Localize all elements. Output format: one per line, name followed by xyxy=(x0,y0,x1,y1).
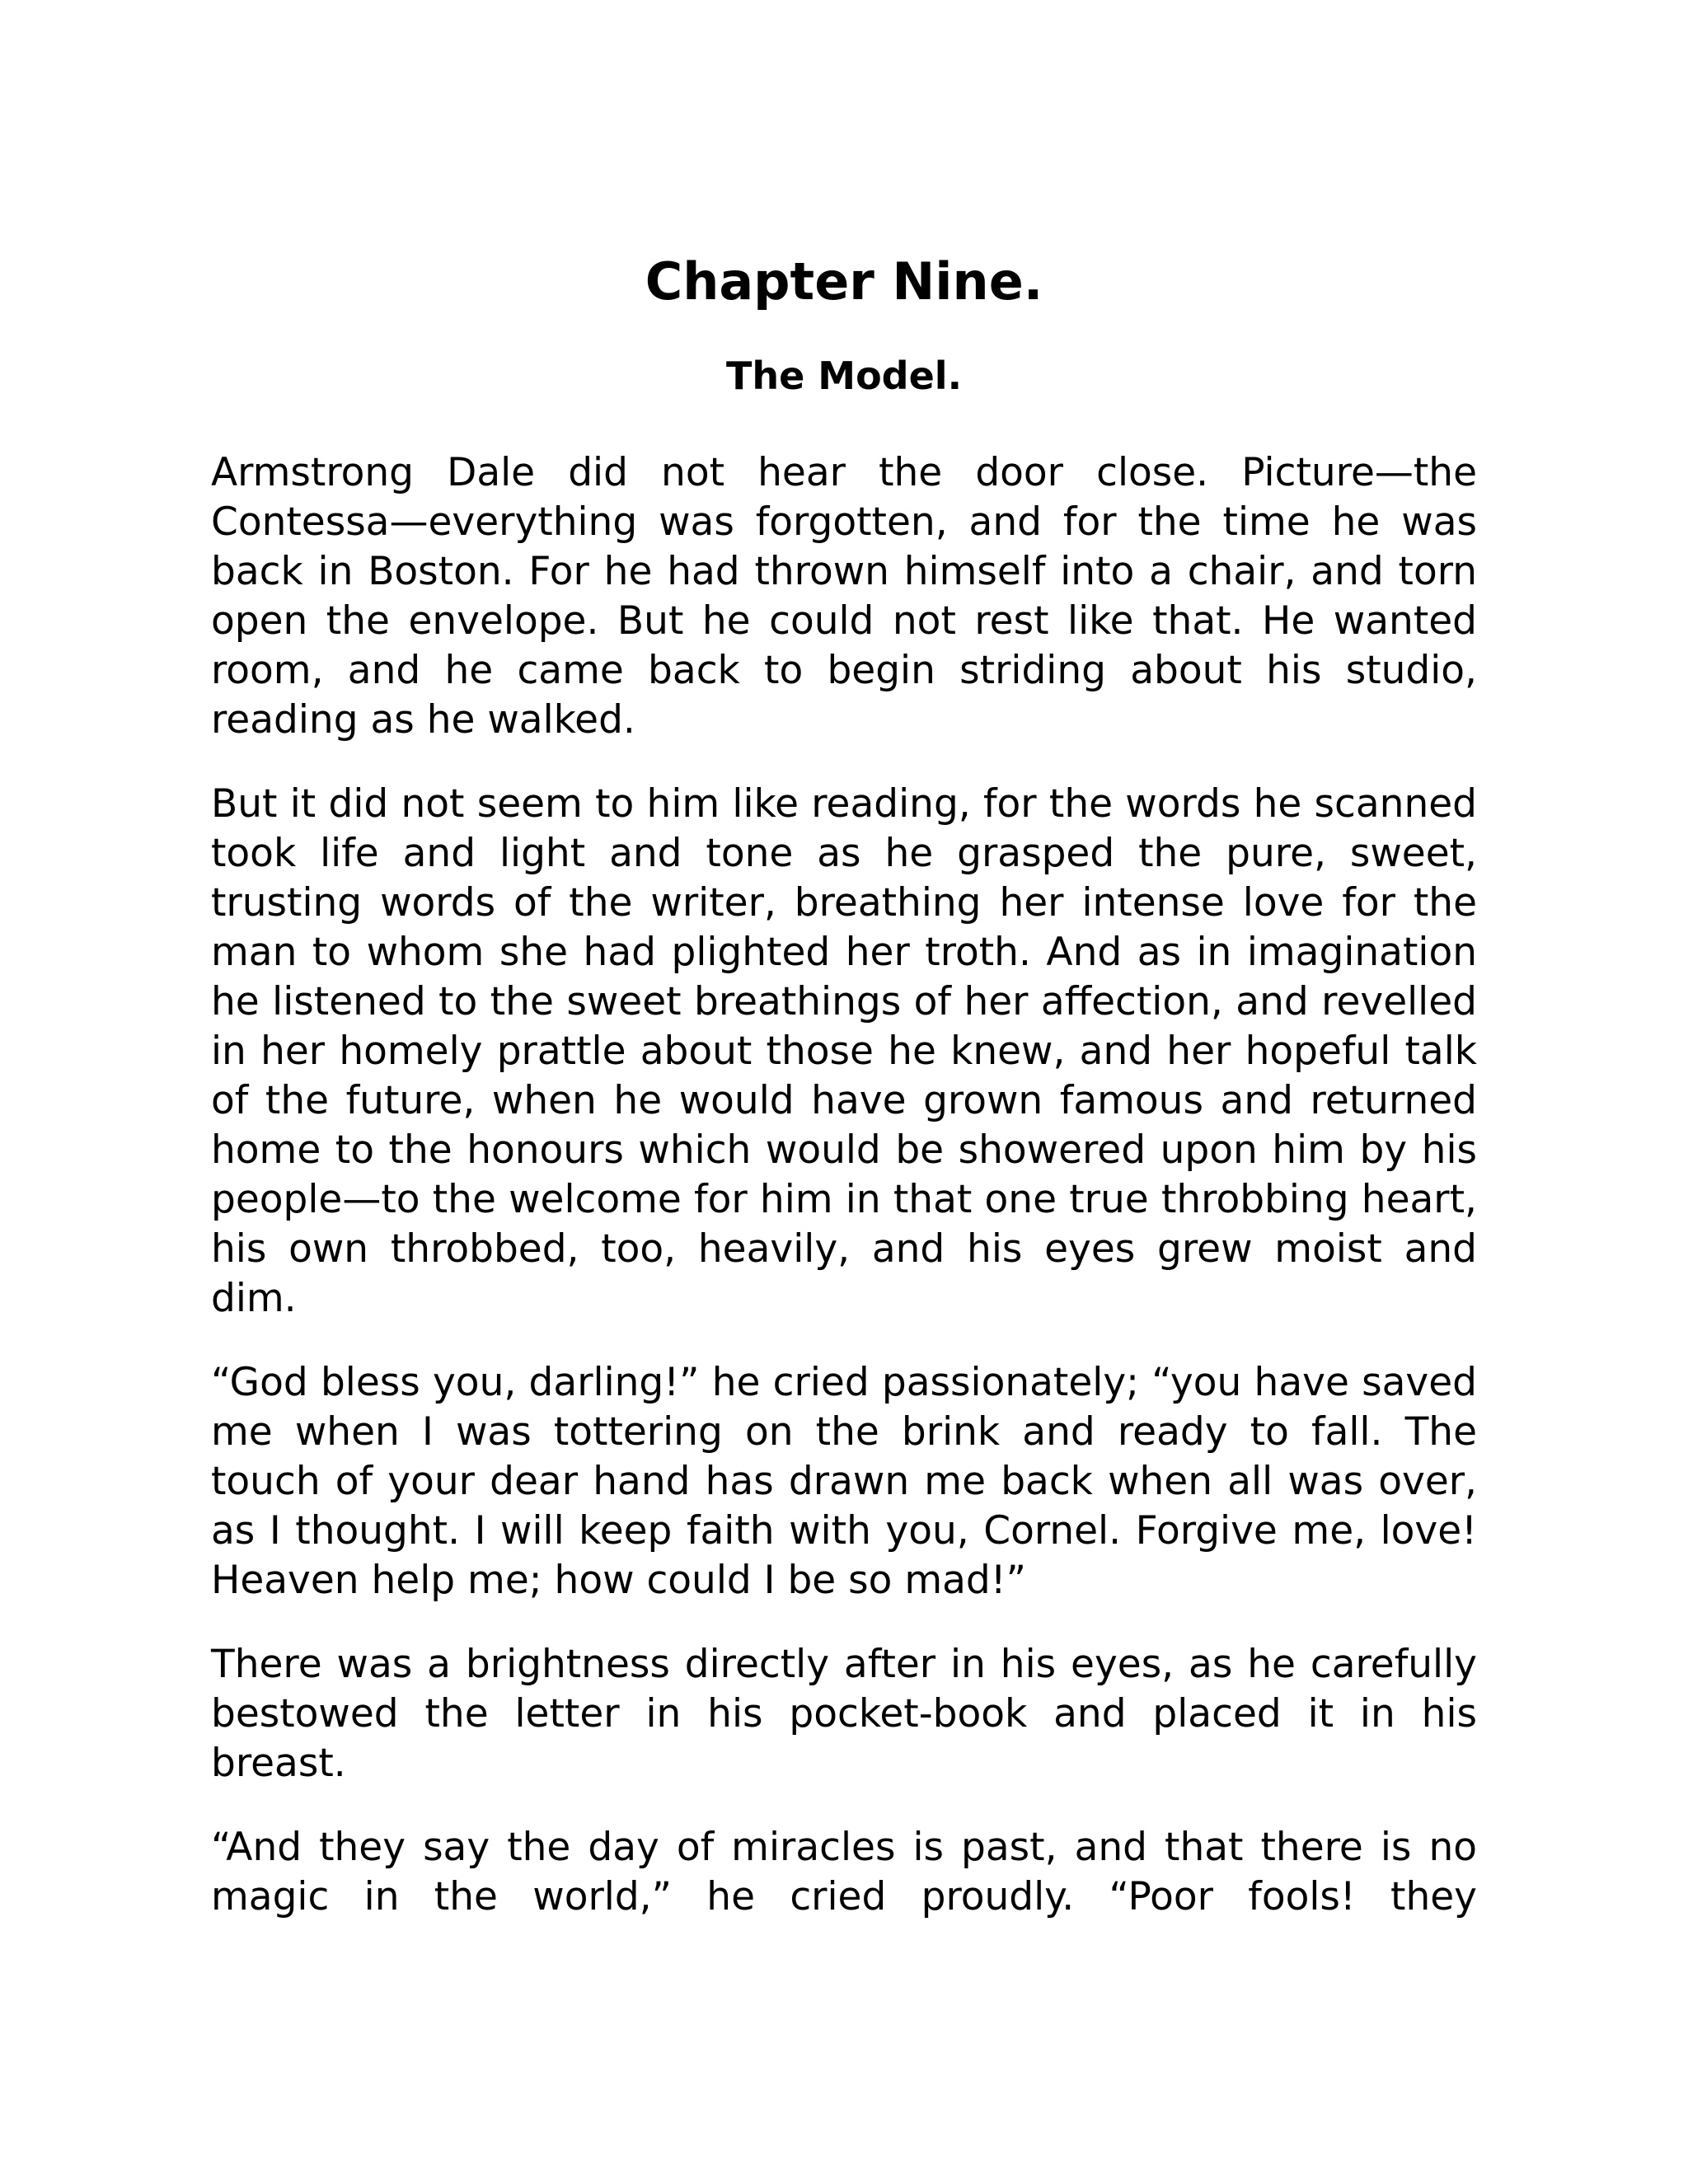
paragraph: But it did not seem to him like reading, for the words he scanned took life and light and tone as he grasped the pure, sweet, trusting words of the writer, breathing her intense love for the man to whom she had plighted her troth. And as in imagination he listened to the sweet breathings of her affection, and revelled in her homely prattle about those he knew, and her hopeful talk of the future, when he would have grown famous and returned home to the honours which would be showered upon him by his people—to the welcome for him in that one true throbbing heart, his own throbbed, too, heavily, and his eyes grew moist and dim. xyxy=(211,781,1477,1321)
paragraph: Armstrong Dale did not hear the door close. Picture—the Contessa—everything was forgotten, and for the time he was back in Boston. For he had thrown himself into a chair, and torn open the envelope. But he could not rest like that. He wanted room, and he came back to begin striding about his studio, reading as he walked. xyxy=(211,450,1477,743)
paragraph-continued: “And they say the day of miracles is past, and that there is no magic in the world,” he cried proudly. “Poor fools! they xyxy=(211,1825,1477,1919)
paragraph: “God bless you, darling!” he cried passionately; “you have saved me when I was tottering on the brink and ready to fall. The touch of your dear hand has drawn me back when all was over, as I thought. I will keep faith with you, Cornel. Forgive me, love! Heaven help me; how could I be so mad!” xyxy=(211,1360,1477,1603)
page xyxy=(211,247,1477,1922)
chapter-title: Chapter Nine. xyxy=(645,251,1043,312)
body-text xyxy=(211,448,1477,1922)
chapter-subtitle: The Model. xyxy=(725,354,963,398)
paragraph: There was a brightness directly after in his eyes, as he carefully bestowed the letter in his pocket-book and placed it in his breast. xyxy=(211,1642,1477,1786)
